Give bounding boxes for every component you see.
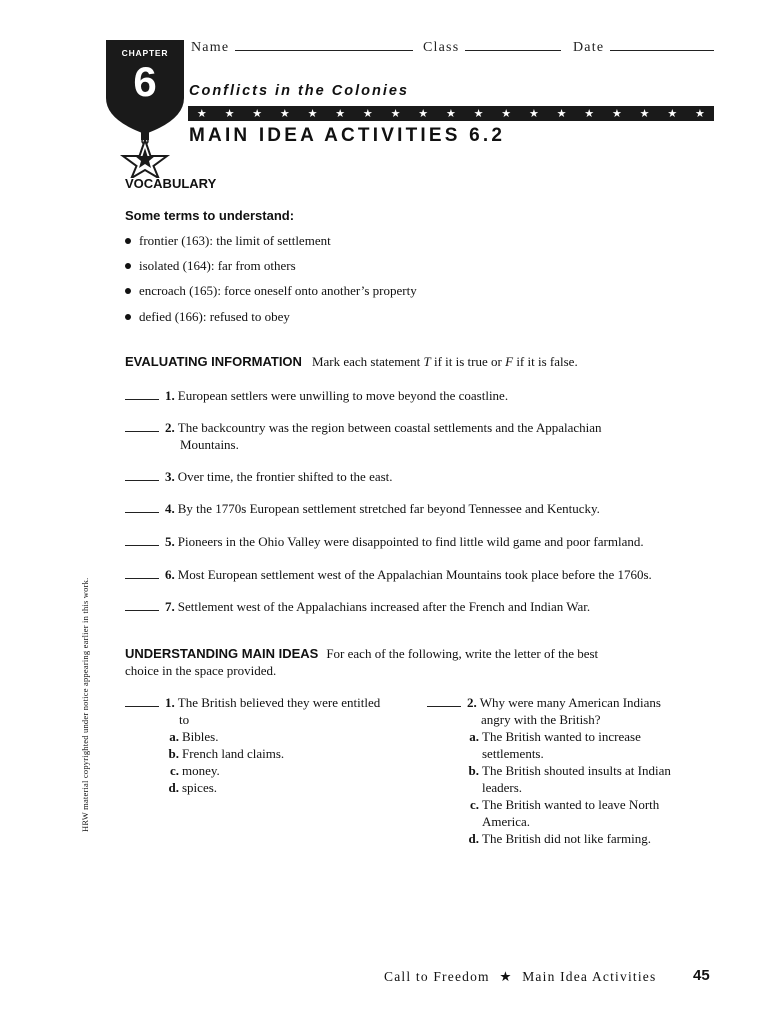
question-item: 7. Settlement west of the Appalachians increased after the French and Indian War.: [125, 598, 725, 615]
understanding-section-header: UNDERSTANDING MAIN IDEAS For each of the following, write the letter of the best choice in the space provided.: [125, 646, 599, 678]
bullet-icon: [125, 314, 131, 320]
question-item: 4. By the 1770s European settlement stretched far beyond Tennessee and Kentucky.: [125, 500, 725, 517]
choice-option: d. The British did not like farming.: [468, 831, 651, 846]
date-field[interactable]: [573, 38, 714, 56]
choice-option: c. money.: [169, 763, 220, 778]
star-icon: ★: [307, 108, 318, 120]
question-item: 2. The backcountry was the region between coastal settlements and the Appalachian Mountains.: [125, 419, 725, 453]
star-icon: ★: [418, 108, 429, 120]
star-icon: ★: [611, 108, 622, 120]
star-icon: ★: [335, 108, 346, 120]
choice-option: b. The British shouted insults at Indian: [468, 763, 671, 778]
star-icon: ★: [445, 108, 456, 120]
vocabulary-subheading: Some terms to understand:: [125, 208, 295, 223]
vocabulary-heading: VOCABULARY: [125, 176, 217, 191]
copyright-sidenote: HRW material copyrighted under notice appearing earlier in this work.: [80, 577, 90, 832]
footer-section-title: Main Idea Activities: [522, 969, 657, 984]
date-label: Date: [573, 40, 605, 55]
star-icon: ★: [528, 108, 539, 120]
answer-blank[interactable]: [125, 533, 159, 546]
answer-blank[interactable]: [427, 694, 461, 707]
answer-blank[interactable]: [125, 419, 159, 432]
name-label: Name: [191, 40, 230, 55]
question-item: 5. Pioneers in the Ohio Valley were disappointed to find little wild game and poor farmland.: [125, 533, 725, 550]
page-number: 45: [693, 967, 710, 984]
chapter-label: CHAPTER: [121, 48, 169, 58]
question-item: 1. European settlers were unwilling to move beyond the coastline.: [125, 387, 725, 404]
star-icon: ★: [473, 108, 484, 120]
choice-option: a. The British wanted to increase: [469, 729, 641, 744]
list-item: frontier (163): the limit of settlement: [125, 233, 331, 249]
star-icon: ★: [694, 108, 705, 120]
footer-book-title: Call to Freedom: [384, 969, 490, 984]
answer-blank[interactable]: [125, 694, 159, 707]
star-icon: ★: [362, 108, 373, 120]
evaluating-section-header: EVALUATING INFORMATION Mark each statement T if it is true or F if it is false.: [125, 354, 578, 369]
question-item: 6. Most European settlement west of the Appalachian Mountains took place before the 1760s.: [125, 566, 725, 583]
bullet-icon: [125, 288, 131, 294]
list-item: encroach (165): force oneself onto another’s property: [125, 283, 417, 299]
answer-blank[interactable]: [125, 387, 159, 400]
name-line[interactable]: [235, 38, 413, 51]
answer-blank[interactable]: [125, 598, 159, 611]
footer: [384, 969, 656, 985]
choice-option: c. The British wanted to leave North: [469, 797, 660, 812]
name-field[interactable]: [191, 38, 413, 56]
star-icon: ★: [224, 108, 235, 120]
answer-blank[interactable]: [125, 566, 159, 579]
bullet-icon: [125, 263, 131, 269]
bullet-icon: [125, 238, 131, 244]
multiple-choice-question: 2. Why were many American Indians angry with the British? a. The British wanted to increase settlements. b. The British shouted insults at Indian leaders. c. The British wanted to leave North America. d. The British did not like farming.: [427, 694, 727, 847]
star-icon: ★: [556, 108, 567, 120]
answer-blank[interactable]: [125, 468, 159, 481]
star-icon: ★: [499, 969, 513, 984]
star-icon: ★: [639, 108, 650, 120]
chapter-subtitle: Conflicts in the Colonies: [189, 83, 409, 99]
star-icon: ★: [390, 108, 401, 120]
evaluating-heading: EVALUATING INFORMATION: [125, 354, 302, 369]
star-icon: ★: [501, 108, 512, 120]
multiple-choice-question: 1. The British believed they were entitled to a. Bibles. b. French land claims. c. money. d. spices.: [125, 694, 425, 796]
class-line[interactable]: [465, 38, 561, 51]
star-icon: ★: [196, 108, 207, 120]
chapter-number: 6: [133, 58, 157, 105]
choice-option: d. spices.: [168, 780, 218, 795]
star-icon: ★: [667, 108, 678, 120]
star-icon: ★: [279, 108, 290, 120]
page-title: MAIN IDEA ACTIVITIES 6.2: [189, 125, 506, 146]
chapter-badge: [104, 38, 186, 178]
question-item: 3. Over time, the frontier shifted to the east.: [125, 468, 725, 485]
understanding-heading: UNDERSTANDING MAIN IDEAS: [125, 646, 319, 661]
list-item: defied (166): refused to obey: [125, 309, 290, 325]
class-field[interactable]: [423, 38, 561, 56]
star-icon: ★: [252, 108, 263, 120]
choice-option: a. Bibles.: [169, 729, 219, 744]
date-line[interactable]: [610, 38, 714, 51]
list-item: isolated (164): far from others: [125, 258, 296, 274]
star-icon: ★: [584, 108, 595, 120]
choice-option: b. French land claims.: [168, 746, 285, 761]
class-label: Class: [423, 40, 460, 55]
star-band: [188, 106, 714, 121]
answer-blank[interactable]: [125, 500, 159, 513]
